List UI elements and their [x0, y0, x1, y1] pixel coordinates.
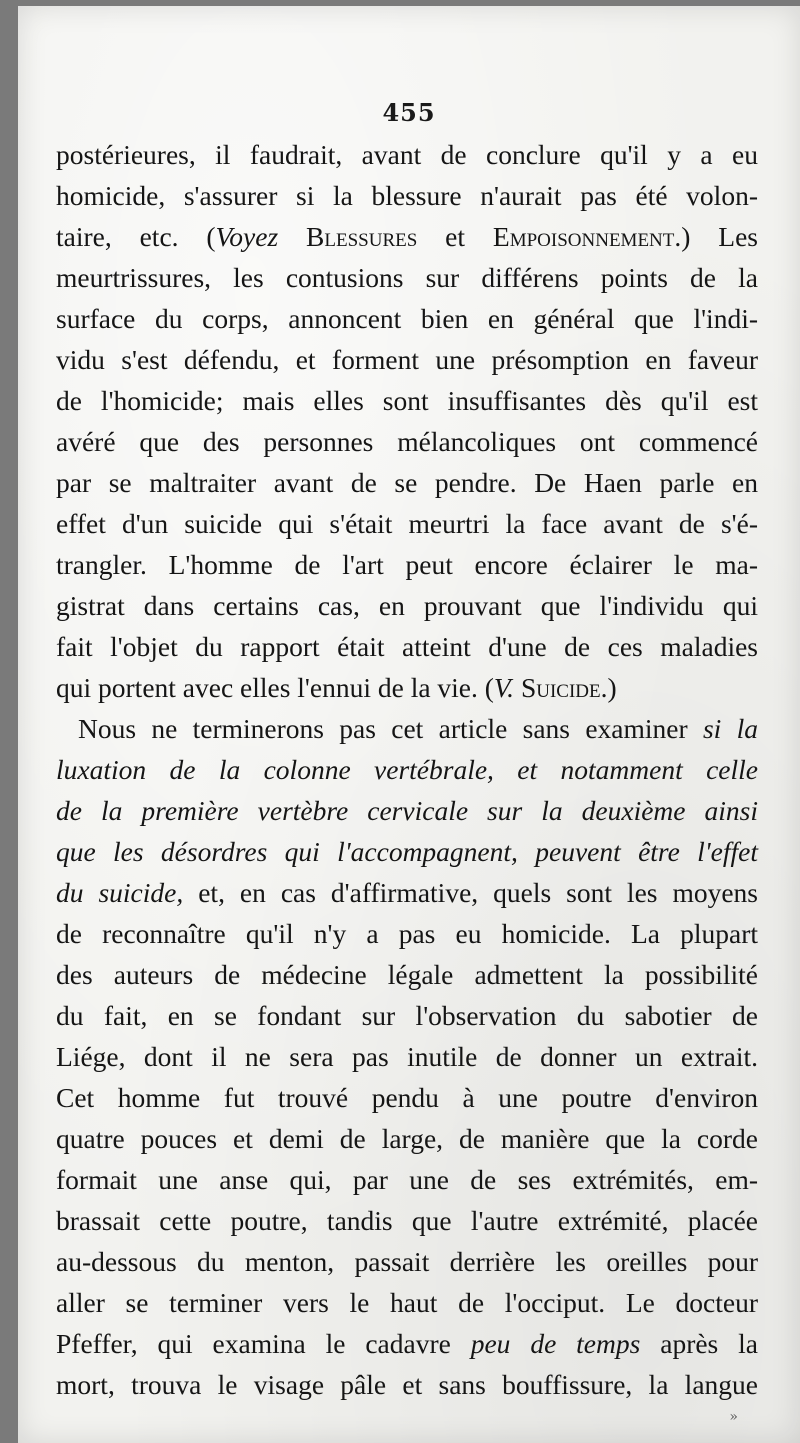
text-line	[56, 667, 758, 708]
corner-mark: »	[729, 1409, 738, 1425]
text-line	[56, 134, 758, 175]
italic-text: peu de temps	[470, 1328, 641, 1359]
text-line	[56, 462, 758, 503]
text-segment: trangler. L'homme de l'art peut encore éclairer le ma-	[56, 549, 758, 580]
text-line	[56, 216, 758, 257]
italic-text: luxation de la colonne vertébrale, et notamment celle	[56, 754, 758, 785]
text-segment: Liége, dont il ne sera pas inutile de donner un extrait.	[56, 1041, 758, 1072]
text-line	[56, 1200, 758, 1241]
text-line	[56, 339, 758, 380]
text-segment: postérieures, il faudrait, avant de conclure qu'il y a eu	[56, 139, 758, 170]
text-line	[56, 380, 758, 421]
text-line	[56, 913, 758, 954]
text-line	[56, 1118, 758, 1159]
text-line	[56, 1036, 758, 1077]
text-segment: du fait, en se fondant sur l'observation du sabotier de	[56, 1000, 758, 1031]
text-line	[56, 708, 758, 749]
text-segment: quatre pouces et demi de large, de manière que la corde	[56, 1123, 758, 1154]
text-segment: meurtrissures, les contusions sur différens points de la	[56, 262, 758, 293]
text-segment: après la	[640, 1328, 759, 1359]
text-segment: formait une anse qui, par une de ses extrémités, em-	[56, 1164, 758, 1195]
text-segment: brassait cette poutre, tandis que l'autre extrémité, placée	[56, 1205, 758, 1236]
text-line	[56, 1241, 758, 1282]
text-line	[56, 544, 758, 585]
text-line	[56, 872, 758, 913]
italic-text: V.	[493, 672, 515, 703]
text-segment	[278, 221, 306, 252]
text-line	[56, 1159, 758, 1200]
body-text	[56, 134, 758, 1405]
text-segment: aller se terminer vers le haut de l'occiput. Le docteur	[56, 1287, 758, 1318]
text-line	[56, 749, 758, 790]
text-line	[56, 298, 758, 339]
text-segment	[514, 672, 521, 703]
text-line	[56, 1323, 758, 1364]
small-caps-text: Empoisonnement	[492, 221, 675, 252]
text-segment: des auteurs de médecine légale admettent la possibilité	[56, 959, 758, 990]
text-segment: et, en cas d'affirmative, quels sont les moyens	[183, 877, 758, 908]
italic-text: que les désordres qui l'accompagnent, peuvent être l'effet	[56, 836, 758, 867]
text-line	[56, 503, 758, 544]
italic-text: Voyez	[215, 221, 279, 252]
text-line	[56, 585, 758, 626]
text-segment: taire, etc. (	[56, 221, 216, 252]
text-line	[56, 257, 758, 298]
italic-text: du suicide,	[56, 877, 184, 908]
text-segment: .) Les	[674, 221, 758, 252]
text-segment: Cet homme fut trouvé pendu à une poutre d'environ	[56, 1082, 758, 1113]
text-segment: au-dessous du menton, passait derrière les oreilles pour	[56, 1246, 758, 1277]
text-segment: homicide, s'assurer si la blessure n'aurait pas été volon-	[56, 180, 758, 211]
text-segment: qui portent avec elles l'ennui de la vie. (	[56, 672, 494, 703]
text-segment: avéré que des personnes mélancoliques ont commencé	[56, 426, 758, 457]
text-segment: surface du corps, annoncent bien en général que l'indi-	[56, 303, 758, 334]
italic-text: de la première vertèbre cervicale sur la deuxième ainsi	[56, 795, 758, 826]
text-line	[56, 995, 758, 1036]
text-line	[56, 1282, 758, 1323]
text-segment: fait l'objet du rapport était atteint d'une de ces maladies	[56, 631, 758, 662]
italic-text: si la	[702, 713, 758, 744]
small-caps-text: Blessures	[306, 221, 418, 252]
text-segment: et	[417, 221, 493, 252]
page-number: 455	[382, 98, 436, 127]
text-line	[56, 954, 758, 995]
paragraph-1	[56, 134, 758, 708]
text-segment: Nous ne terminerons pas cet article sans examiner	[78, 713, 703, 744]
text-segment: mort, trouva le visage pâle et sans bouffissure, la langue	[56, 1369, 758, 1400]
text-segment: de l'homicide; mais elles sont insuffisantes dès qu'il est	[56, 385, 758, 416]
text-line	[56, 831, 758, 872]
text-line	[56, 1364, 758, 1405]
text-line	[56, 175, 758, 216]
text-line	[56, 790, 758, 831]
book-page	[18, 6, 800, 1443]
text-segment: Pfeffer, qui examina le cadavre	[56, 1328, 471, 1359]
text-segment: par se maltraiter avant de se pendre. De Haen parle en	[56, 467, 758, 498]
text-segment: .)	[600, 672, 617, 703]
text-segment: vidu s'est défendu, et forment une présomption en faveur	[56, 344, 758, 375]
text-line	[56, 1077, 758, 1118]
text-line	[56, 626, 758, 667]
paragraph-2	[56, 708, 758, 1405]
text-segment: effet d'un suicide qui s'était meurtri la face avant de s'é-	[56, 508, 758, 539]
text-line	[56, 421, 758, 462]
small-caps-text: Suicide	[520, 672, 601, 703]
text-segment: de reconnaître qu'il n'y a pas eu homicide. La plupart	[56, 918, 758, 949]
text-segment: gistrat dans certains cas, en prouvant que l'individu qui	[56, 590, 758, 621]
